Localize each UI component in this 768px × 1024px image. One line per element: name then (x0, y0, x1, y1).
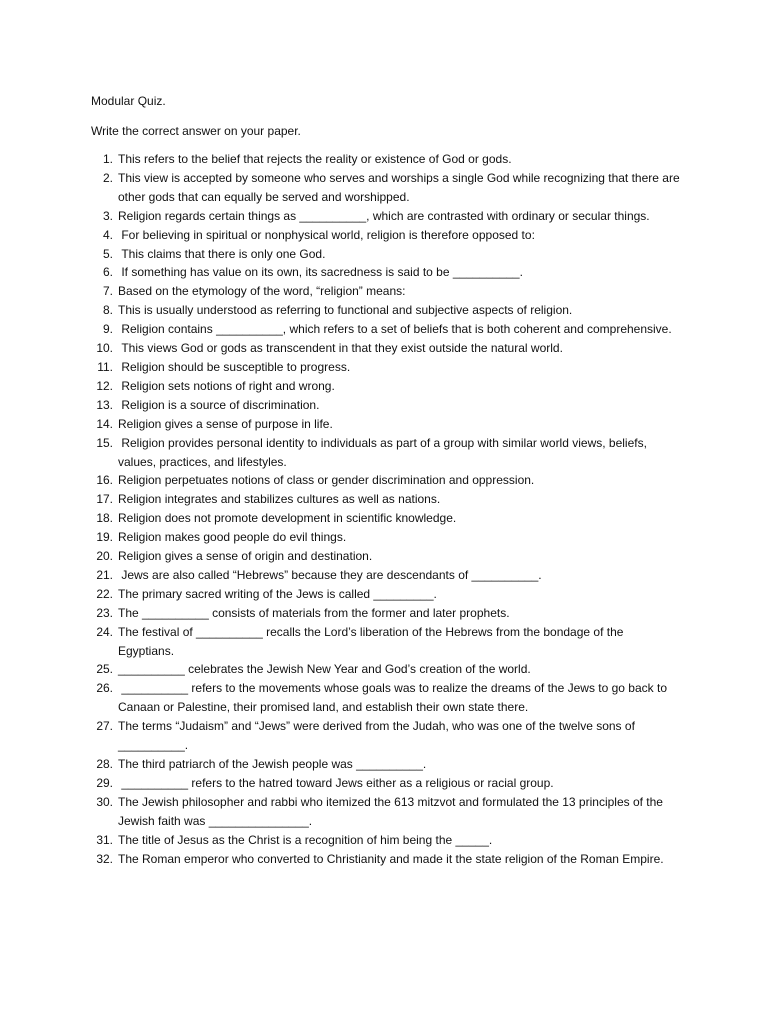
question-item (91, 490, 681, 509)
question-text: For believing in spiritual or nonphysical world, religion is therefore opposed to: (118, 227, 535, 242)
question-number: 24. (96, 624, 113, 639)
question-number: 3. (102, 208, 113, 223)
page-title: Modular Quiz. (91, 94, 166, 108)
question-text: Religion should be susceptible to progress. (118, 359, 351, 374)
question-item (91, 434, 681, 472)
question-number: 12. (96, 378, 113, 393)
question-item (91, 377, 681, 396)
question-number: 30. (96, 794, 113, 809)
question-item (91, 679, 681, 717)
question-number: 13. (96, 397, 113, 412)
question-item (91, 245, 681, 264)
question-number: 22. (96, 586, 113, 601)
question-text: Religion perpetuates notions of class or gender discrimination and oppression. (118, 473, 535, 488)
question-text: Religion gives a sense of origin and destination. (118, 549, 373, 564)
question-item (91, 717, 681, 755)
question-item (91, 566, 681, 585)
question-item (91, 850, 681, 869)
question-text: The Roman emperor who converted to Christianity and made it the state religion of the Roman Empire. (118, 851, 664, 866)
question-text: The festival of __________ recalls the Lord’s liberation of the Hebrews from the bondage of the Egyptians. (118, 624, 627, 658)
question-text: Based on the etymology of the word, “religion” means: (118, 284, 406, 299)
instruction-text: Write the correct answer on your paper. (91, 124, 301, 138)
question-item (91, 755, 681, 774)
question-number: 19. (96, 530, 113, 545)
question-number: 16. (96, 473, 113, 488)
question-text: This is usually understood as referring to functional and subjective aspects of religion. (118, 303, 573, 318)
question-number: 27. (96, 719, 113, 734)
question-item (91, 226, 681, 245)
question-item (91, 547, 681, 566)
question-item (91, 528, 681, 547)
question-text: The terms “Judaism” and “Jews” were derived from the Judah, who was one of the twelve sons of __________. (118, 719, 639, 753)
question-text: Religion is a source of discrimination. (118, 397, 320, 412)
question-number: 5. (102, 246, 113, 261)
question-number: 29. (96, 775, 113, 790)
question-text: This view is accepted by someone who serves and worships a single God while recognizing that there are other gods that can equally be served and worshipped. (118, 170, 683, 204)
question-number: 23. (96, 605, 113, 620)
question-number: 6. (102, 265, 113, 280)
question-item (91, 169, 681, 207)
question-number: 15. (96, 435, 113, 450)
question-text: Religion sets notions of right and wrong. (118, 378, 335, 393)
question-item (91, 623, 681, 661)
question-number: 7. (102, 284, 113, 299)
question-text: Jews are also called “Hebrews” because they are descendants of __________. (118, 567, 542, 582)
question-number: 1. (102, 152, 113, 166)
question-item (91, 339, 681, 358)
question-text: Religion regards certain things as __________, which are contrasted with ordinary or secular things. (118, 208, 650, 223)
question-number: 32. (96, 851, 113, 866)
question-number: 21. (96, 567, 113, 582)
question-text: __________ celebrates the Jewish New Year and God’s creation of the world. (118, 662, 531, 677)
question-number: 18. (96, 511, 113, 526)
question-number: 2. (102, 170, 113, 185)
question-item (91, 831, 681, 850)
question-number: 9. (102, 322, 113, 337)
question-text: This views God or gods as transcendent in that they exist outside the natural world. (118, 341, 563, 356)
question-item (91, 585, 681, 604)
question-item (91, 774, 681, 793)
question-text: __________ refers to the movements whose goals was to realize the dreams of the Jews to go back to Canaan or Palestine, their promised land, and establish their own state there. (118, 681, 671, 715)
question-number: 10. (96, 341, 113, 356)
question-item (91, 282, 681, 301)
question-text: The Jewish philosopher and rabbi who itemized the 613 mitzvot and formulated the 13 principles of the Jewish faith was _______________. (118, 794, 667, 828)
question-number: 8. (102, 303, 113, 318)
question-number: 20. (96, 549, 113, 564)
question-item (91, 396, 681, 415)
question-number: 28. (96, 757, 113, 771)
question-item (91, 604, 681, 623)
question-item (91, 509, 681, 528)
question-number: 4. (102, 227, 113, 242)
question-text: Religion integrates and stabilizes cultures as well as nations. (118, 492, 441, 507)
question-text: Religion provides personal identity to individuals as part of a group with similar world views, beliefs, values, practices, and lifestyles. (118, 435, 651, 469)
question-text: Religion contains __________, which refers to a set of beliefs that is both coherent and comprehensive. (118, 322, 672, 337)
question-list (91, 150, 681, 868)
question-text: __________ refers to the hatred toward Jews either as a religious or racial group. (118, 775, 554, 790)
question-item (91, 263, 681, 282)
question-item (91, 207, 681, 226)
question-item (91, 358, 681, 377)
question-text: Religion does not promote development in scientific knowledge. (118, 511, 457, 526)
question-text: This claims that there is only one God. (118, 246, 326, 261)
question-number: 26. (96, 681, 113, 696)
question-number: 11. (97, 359, 113, 374)
question-item (91, 415, 681, 434)
question-item (91, 660, 681, 679)
question-item (91, 471, 681, 490)
question-text: This refers to the belief that rejects the reality or existence of God or gods. (118, 152, 512, 166)
question-item (91, 301, 681, 320)
question-text: Religion makes good people do evil things. (118, 530, 347, 545)
question-text: The title of Jesus as the Christ is a recognition of him being the _____. (118, 832, 493, 847)
question-item (91, 320, 681, 339)
question-item (91, 793, 681, 831)
question-number: 25. (96, 662, 113, 677)
question-text: Religion gives a sense of purpose in life. (118, 416, 333, 431)
question-item (91, 150, 681, 169)
question-number: 17. (96, 492, 113, 507)
question-number: 14. (96, 416, 113, 431)
question-text: The third patriarch of the Jewish people was __________. (118, 757, 427, 771)
question-text: If something has value on its own, its sacredness is said to be __________. (118, 265, 523, 280)
question-text: The primary sacred writing of the Jews is called _________. (118, 586, 437, 601)
question-number: 31. (96, 832, 113, 847)
question-text: The __________ consists of materials from the former and later prophets. (118, 605, 510, 620)
